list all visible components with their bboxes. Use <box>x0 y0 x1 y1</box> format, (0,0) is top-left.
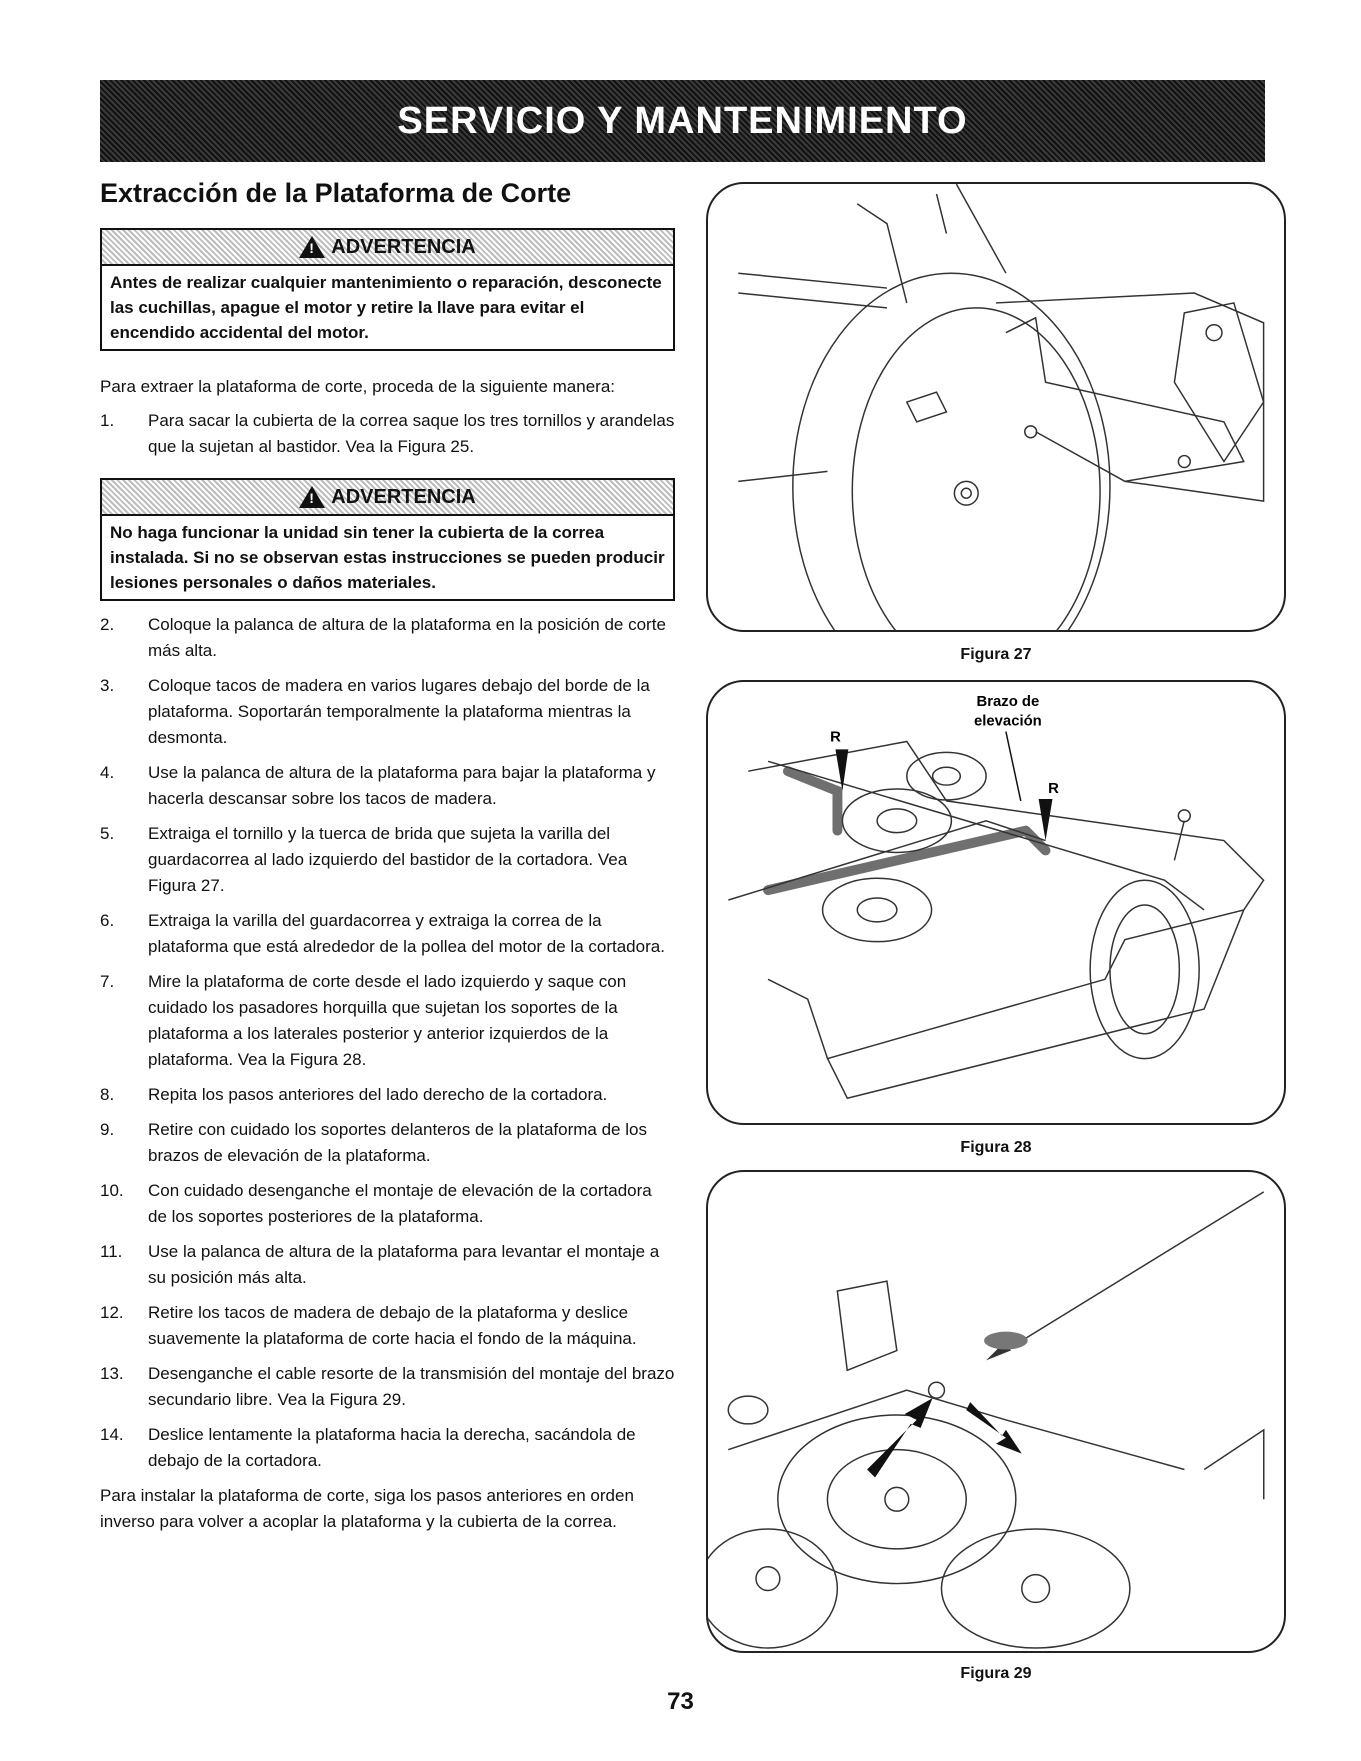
step-text: Con cuidado desenganche el montaje de elevación de la cortadora de los soportes posteriores de la plataforma. <box>148 1181 652 1226</box>
step-number: 10. <box>100 1181 124 1200</box>
figure-27-caption: Figura 27 <box>960 646 1032 663</box>
list-item <box>100 760 675 812</box>
step-text: Para sacar la cubierta de la correa saque los tres tornillos y arandelas que la sujetan al bastidor. Vea la Figura 25. <box>148 411 675 456</box>
list-item <box>100 1361 675 1413</box>
step-text: Use la palanca de altura de la plataforma para bajar la plataforma y hacerla descansar sobre los tacos de madera. <box>148 763 656 808</box>
marker-r-right: R <box>1048 780 1059 797</box>
step-text: Use la palanca de altura de la plataforma para levantar el montaje a su posición más alta. <box>148 1242 660 1287</box>
warning-text: Antes de realizar cualquier mantenimiento o reparación, desconecte las cuchillas, apague el motor y retire la llave para evitar el encendido accidental del motor. <box>110 273 662 342</box>
list-item <box>100 821 675 899</box>
figure-28-caption: Figura 28 <box>960 1139 1032 1156</box>
lift-arm-label-line1: Brazo de <box>976 693 1040 710</box>
step-text: Extraiga la varilla del guardacorrea y extraiga la correa de la plataforma que está alrededor de la pollea del motor de la cortadora. <box>148 911 665 956</box>
section-title: Extracción de la Plataforma de Corte <box>100 178 572 208</box>
step-text: Repita los pasos anteriores del lado derecho de la cortadora. <box>148 1085 608 1104</box>
list-item <box>100 673 675 751</box>
warning-text: No haga funcionar la unidad sin tener la cubierta de la correa instalada. Si no se observan estas instrucciones se pueden producir lesiones personales o daños materiales. <box>110 523 665 592</box>
warning-box-2 <box>100 478 675 601</box>
step-text: Deslice lentamente la plataforma hacia la derecha, sacándola de debajo de la cortadora. <box>148 1425 636 1470</box>
figure-28-illustration <box>708 682 1284 1123</box>
figure-27-illustration <box>708 184 1284 630</box>
warning-label: ADVERTENCIA <box>331 485 476 508</box>
step-number: 4. <box>100 763 115 782</box>
list-item <box>100 1117 675 1169</box>
step-number: 13. <box>100 1364 124 1383</box>
step-number: 6. <box>100 911 115 930</box>
step-text: Coloque la palanca de altura de la plataforma en la posición de corte más alta. <box>148 615 666 660</box>
list-item <box>100 408 675 460</box>
step-number: 3. <box>100 676 115 695</box>
step-number: 7. <box>100 972 115 991</box>
figure-29-illustration <box>708 1172 1284 1651</box>
figure-28 <box>706 680 1286 1125</box>
list-item <box>100 969 675 1073</box>
step-number: 9. <box>100 1120 115 1139</box>
intro-block <box>100 374 675 469</box>
figure-29-caption: Figura 29 <box>960 1665 1032 1682</box>
step-number: 8. <box>100 1085 115 1104</box>
list-item <box>100 612 675 664</box>
figure-29 <box>706 1170 1286 1653</box>
warning-triangle-icon <box>299 486 325 508</box>
warning-label: ADVERTENCIA <box>331 235 476 258</box>
list-item <box>100 1422 675 1474</box>
figure-27 <box>706 182 1286 632</box>
lift-arm-label-line2: elevación <box>974 713 1042 730</box>
warning-header <box>102 230 673 266</box>
page-number: 73 <box>667 1688 694 1715</box>
step-text: Mire la plataforma de corte desde el lado izquierdo y saque con cuidado los pasadores horquilla que sujetan los soportes de la plataforma a los laterales posterior y anterior izquierdos de la plataforma. Vea la Figura 28. <box>148 972 627 1069</box>
step-text: Desenganche el cable resorte de la transmisión del montaje del brazo secundario libre. Vea la Figura 29. <box>148 1364 675 1409</box>
list-item <box>100 1178 675 1230</box>
list-item <box>100 908 675 960</box>
intro-text: Para extraer la plataforma de corte, proceda de la siguiente manera: <box>100 377 616 396</box>
step-number: 11. <box>100 1242 123 1261</box>
step-text: Retire con cuidado los soportes delanteros de la plataforma de los brazos de elevación de la plataforma. <box>148 1120 647 1165</box>
warning-header <box>102 480 673 516</box>
list-item <box>100 1239 675 1291</box>
step-number: 2. <box>100 615 115 634</box>
banner-title: SERVICIO Y MANTENIMIENTO <box>397 99 968 142</box>
step-list-2 <box>100 612 675 1474</box>
step-text: Retire los tacos de madera de debajo de la plataforma y deslice suavemente la plataforma de corte hacia el fondo de la máquina. <box>148 1303 637 1348</box>
step-number: 5. <box>100 824 115 843</box>
section-banner <box>100 80 1265 162</box>
outro-text: Para instalar la plataforma de corte, siga los pasos anteriores en orden inverso para volver a acoplar la plataforma y la cubierta de la correa. <box>100 1486 634 1531</box>
warning-triangle-icon <box>299 236 325 258</box>
marker-r-left: R <box>830 729 841 746</box>
list-item <box>100 1082 675 1108</box>
step-text: Coloque tacos de madera en varios lugares debajo del borde de la plataforma. Soportarán temporalmente la plataforma mientras la desmonta. <box>148 676 650 747</box>
step-list-1 <box>100 408 675 460</box>
steps-block <box>100 612 675 1543</box>
step-text: Extraiga el tornillo y la tuerca de brida que sujeta la varilla del guardacorrea al lado izquierdo del bastidor de la cortadora. Vea Figura 27. <box>148 824 628 895</box>
step-number: 14. <box>100 1425 124 1444</box>
step-number: 12. <box>100 1303 124 1322</box>
warning-box-1 <box>100 228 675 351</box>
list-item <box>100 1300 675 1352</box>
step-number: 1. <box>100 411 115 430</box>
